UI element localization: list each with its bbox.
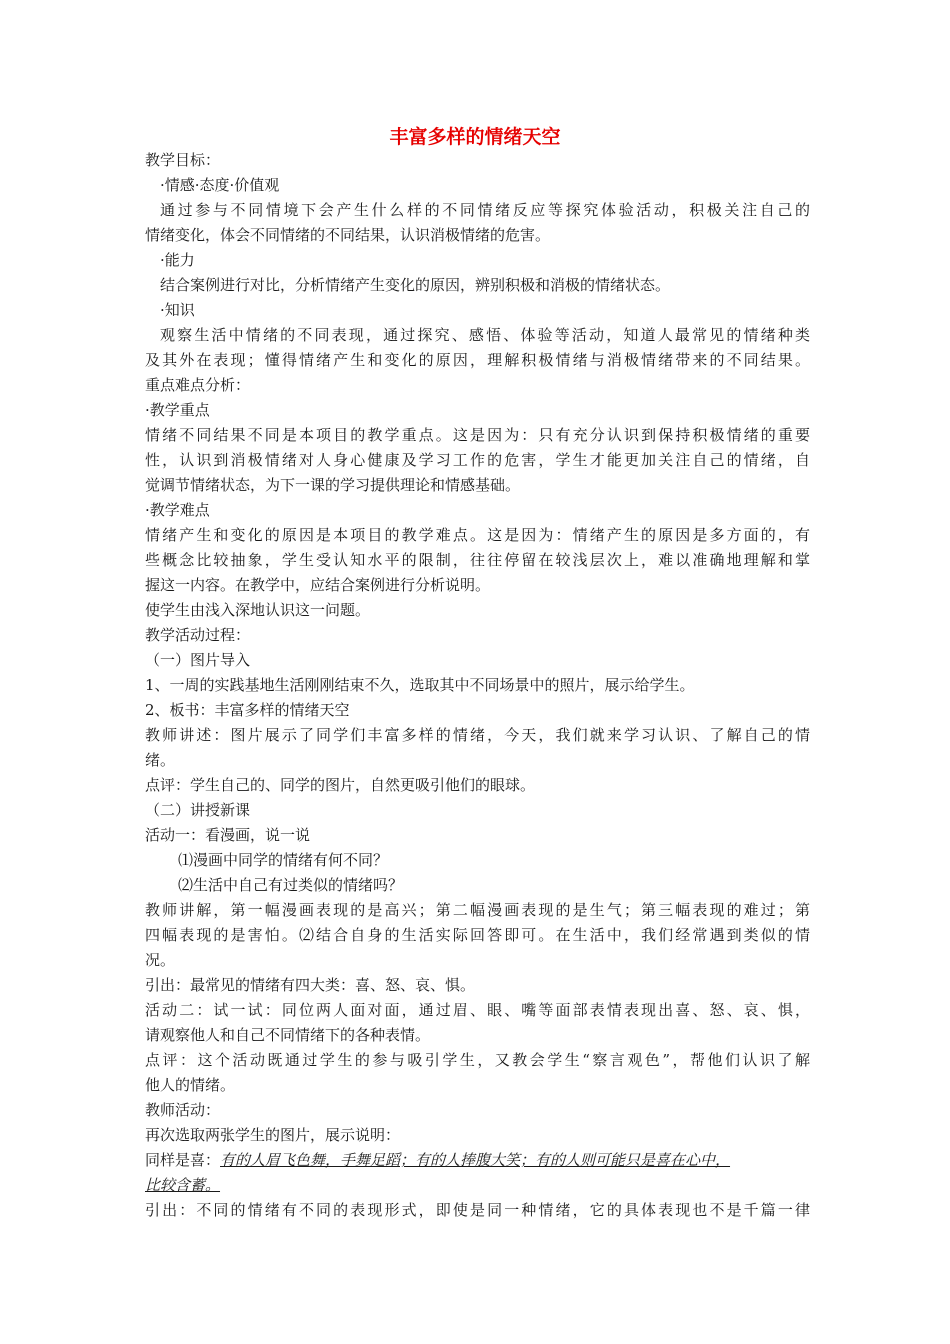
text-line: 及其外在表现；懂得情绪产生和变化的原因，理解积极情绪与消极情绪带来的不同结果。	[145, 351, 810, 369]
text-line: 教学目标：	[145, 151, 221, 169]
text-line-happy	[145, 1150, 810, 1170]
text-line: 教师讲解，第一幅漫画表现的是高兴；第二幅漫画表现的是生气；第三幅表现的难过；第	[145, 901, 810, 919]
text-line: （二）讲授新课	[145, 801, 251, 819]
text-line: 重点难点分析：	[145, 376, 251, 394]
text-line: ·能力	[160, 251, 195, 269]
text-line: 引出：最常见的情绪有四大类：喜、怒、哀、惧。	[145, 976, 476, 994]
happy-underlined-text: 比较含蓄。	[145, 1176, 221, 1194]
text-line: 情绪产生和变化的原因是本项目的教学难点。这是因为：情绪产生的原因是多方面的，有	[145, 526, 810, 544]
text-line-happy-cont	[145, 1175, 810, 1195]
document-title: 丰富多样的情绪天空	[389, 126, 561, 148]
text-line: 握这一内容。在教学中，应结合案例进行分析说明。	[145, 576, 491, 594]
text-line: 些概念比较抽象，学生受认知水平的限制，往往停留在较浅层次上，难以准确地理解和掌	[145, 551, 810, 569]
text-line: 教师讲述：图片展示了同学们丰富多样的情绪，今天，我们就来学习认识、了解自己的情	[145, 726, 810, 744]
text-line: ·知识	[160, 301, 195, 319]
text-line: 再次选取两张学生的图片，展示说明：	[145, 1126, 401, 1144]
text-line: 况。	[145, 951, 176, 969]
text-line: 点评：这个活动既通过学生的参与吸引学生，又教会学生“察言观色”，帮他们认识了解	[145, 1051, 810, 1069]
text-line: 觉调节情绪状态，为下一课的学习提供理论和情感基础。	[145, 476, 521, 494]
text-line: 四幅表现的是害怕。⑵结合自身的生活实际回答即可。在生活中，我们经常遇到类似的情	[145, 926, 810, 944]
text-line: 活动二：试一试：同位两人面对面，通过眉、眼、嘴等面部表情表现出喜、怒、哀、惧，	[145, 1001, 810, 1019]
text-line: 情绪变化，体会不同情绪的不同结果，认识消极情绪的危害。	[145, 226, 551, 244]
text-line: 他人的情绪。	[145, 1076, 236, 1094]
text-line: 请观察他人和自己不同情绪下的各种表情。	[145, 1026, 431, 1044]
text-line: 结合案例进行对比，分析情绪产生变化的原因，辨别积极和消极的情绪状态。	[160, 276, 671, 294]
text-line: ·教学重点	[145, 401, 210, 419]
text-line: 活动一：看漫画，说一说	[145, 826, 311, 844]
text-line: ⑵生活中自己有过类似的情绪吗？	[178, 876, 404, 894]
happy-underlined-text: 有的人眉飞色舞，手舞足蹈；有的人捧腹大笑；有的人则可能只是喜在心中，	[220, 1151, 731, 1169]
text-line: 观察生活中情绪的不同表现，通过探究、感悟、体验等活动，知道人最常见的情绪种类	[160, 326, 810, 344]
text-line: ·教学难点	[145, 501, 210, 519]
happy-prefix: 同样是喜：	[145, 1151, 221, 1169]
text-line: 引出：不同的情绪有不同的表现形式，即使是同一种情绪，它的具体表现也不是千篇一律	[145, 1201, 810, 1219]
text-line: 1、一周的实践基地生活刚刚结束不久，选取其中不同场景中的照片，展示给学生。	[145, 676, 695, 694]
text-line: ·情感·态度·价值观	[160, 176, 280, 194]
text-line: 2、板书：丰富多样的情绪天空	[145, 701, 350, 719]
text-line: ⑴漫画中同学的情绪有何不同？	[178, 851, 389, 869]
text-line: （一）图片导入	[145, 651, 251, 669]
text-line: 使学生由浅入深地认识这一问题。	[145, 601, 371, 619]
text-line: 性，认识到消极情绪对人身心健康及学习工作的危害，学生才能更加关注自己的情绪，自	[145, 451, 810, 469]
text-line: 教师活动：	[145, 1101, 221, 1119]
text-line: 通过参与不同情境下会产生什么样的不同情绪反应等探究体验活动，积极关注自己的	[160, 201, 810, 219]
text-line: 情绪不同结果不同是本项目的教学重点。这是因为：只有充分认识到保持积极情绪的重要	[145, 426, 810, 444]
text-line: 点评：学生自己的、同学的图片，自然更吸引他们的眼球。	[145, 776, 536, 794]
text-line: 教学活动过程：	[145, 626, 251, 644]
text-line: 绪。	[145, 751, 176, 769]
